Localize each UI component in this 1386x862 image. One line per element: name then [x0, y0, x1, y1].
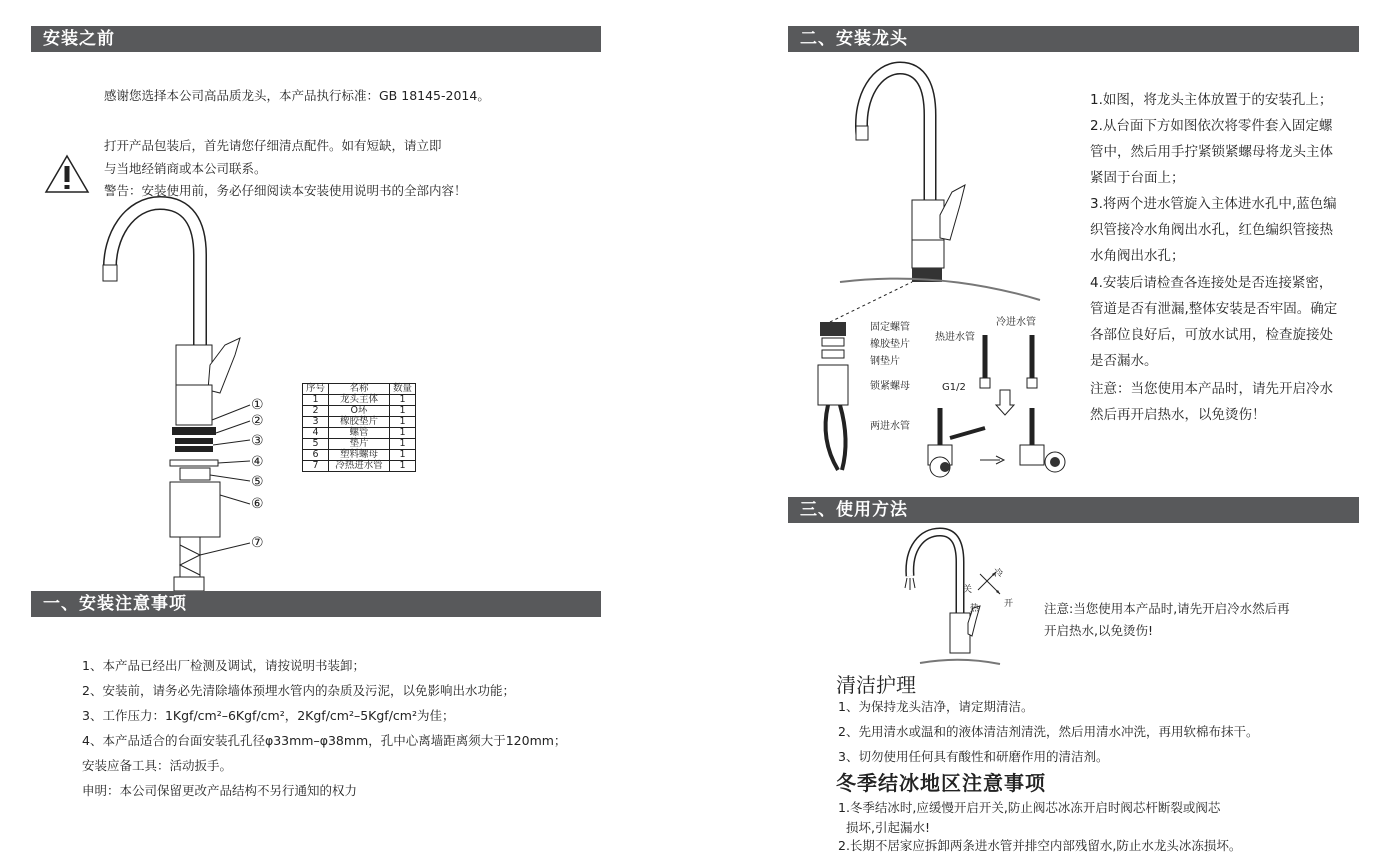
table-row	[303, 428, 416, 439]
label-rubber-gasket: 橡胶垫片	[870, 339, 910, 350]
winter-1a: 1.冬季结冰时,应缓慢开启开关,防止阀芯冰冻开启时阀芯杆断裂或阀芯	[838, 800, 1221, 815]
cell: 冷热进水管	[329, 461, 390, 472]
cell: 塑料螺母	[329, 450, 390, 461]
install-step-3a: 3.将两个进水管旋入主体进水孔中,蓝色编	[1090, 196, 1337, 212]
cell: 6	[303, 450, 329, 461]
cell: 1	[390, 395, 416, 406]
note-disclaimer: 申明：本公司保留更改产品结构不另行通知的权力	[82, 783, 358, 798]
callout-7: ⑦	[251, 535, 264, 551]
table-row	[303, 450, 416, 461]
note-2: 2、安装前，请务必先清除墙体预埋水管内的杂质及污泥，以免影响出水功能；	[82, 683, 515, 698]
usage-label-hot: 热	[970, 604, 980, 614]
warning-triangle-icon	[44, 154, 90, 194]
col-header-no: 序号	[303, 384, 329, 395]
install-step-4a: 4.安装后请检查各连接处是否连接紧密，	[1090, 275, 1333, 291]
cell: 橡胶垫片	[329, 417, 390, 428]
usage-label-open: 开	[1004, 599, 1014, 609]
table-row	[303, 461, 416, 472]
install-caution-2: 然后再开启热水，以免烫伤！	[1090, 407, 1266, 423]
cell: 2	[303, 406, 329, 417]
callout-2: ②	[251, 413, 264, 429]
cell: 1	[390, 461, 416, 472]
cell: 7	[303, 461, 329, 472]
callout-5: ⑤	[251, 474, 264, 490]
check-text-1: 打开产品包装后，首先请您仔细清点配件。如有短缺，请立即	[104, 138, 442, 153]
install-step-2a: 2.从台面下方如图依次将零件套入固定螺	[1090, 118, 1333, 134]
winter-2: 2.长期不居家应拆卸两条进水管并排空内部残留水,防止水龙头冰冻损坏。	[838, 838, 1242, 853]
table-row	[303, 406, 416, 417]
check-text-2: 与当地经销商或本公司联系。	[104, 161, 267, 176]
care-title: 清洁护理	[836, 673, 916, 697]
col-header-name: 名称	[329, 384, 390, 395]
callout-1: ①	[251, 397, 264, 413]
label-hot-inlet: 热进水管	[935, 332, 975, 343]
install-step-4d: 是否漏水。	[1090, 353, 1158, 369]
section-bar-before-install: 安装之前	[31, 26, 601, 52]
note-tools: 安装应备工具：活动扳手。	[82, 758, 233, 773]
cell: 垫片	[329, 439, 390, 450]
install-step-3b: 织管接冷水角阀出水孔，红色编织管接热	[1090, 222, 1333, 238]
cell: 5	[303, 439, 329, 450]
winter-title: 冬季结冰地区注意事项	[836, 771, 1046, 795]
install-diagram	[800, 60, 1090, 490]
section-bar-install-notes: 一、安装注意事项	[31, 591, 601, 617]
cell: O环	[329, 406, 390, 417]
table-row	[303, 439, 416, 450]
cell: 1	[303, 395, 329, 406]
cell: 1	[390, 428, 416, 439]
usage-label-close: 关	[963, 585, 973, 595]
faucet-exploded-diagram	[100, 195, 300, 595]
usage-note-2: 开启热水,以免烫伤!	[1044, 623, 1153, 638]
install-step-1: 1.如图，将龙头主体放置于的安装孔上；	[1090, 92, 1333, 108]
install-step-2b: 管中，然后用手拧紧锁紧螺母将龙头主体	[1090, 144, 1333, 160]
section-bar-usage: 三、使用方法	[788, 497, 1359, 523]
note-3: 3、工作压力：1Kgf/cm²–6Kgf/cm²，2Kgf/cm²–5Kgf/cm²为佳；	[82, 708, 455, 723]
parts-table-header	[303, 384, 416, 395]
label-cold-inlet: 冷进水管	[996, 317, 1036, 328]
label-g12: G1/2	[942, 382, 966, 393]
col-header-qty: 数量	[390, 384, 416, 395]
install-step-3c: 水角阀出水孔；	[1090, 248, 1185, 264]
label-fix-pipe: 固定螺管	[870, 322, 910, 333]
callout-3: ③	[251, 433, 264, 449]
install-step-4b: 管道是否有泄漏,整体安装是否牢固。确定	[1090, 301, 1338, 317]
note-4: 4、本产品适合的台面安装孔孔径φ33mm–φ38mm，孔中心离墙距离须大于120mm；	[82, 733, 567, 748]
care-1: 1、为保持龙头洁净，请定期清洁。	[838, 699, 1034, 714]
cell: 龙头主体	[329, 395, 390, 406]
cell: 1	[390, 417, 416, 428]
cell: 1	[390, 439, 416, 450]
section-bar-install-faucet: 二、安装龙头	[788, 26, 1359, 52]
cell: 1	[390, 450, 416, 461]
callout-6: ⑥	[251, 496, 264, 512]
table-row	[303, 395, 416, 406]
usage-note-1: 注意:当您使用本产品时,请先开启冷水然后再	[1044, 601, 1290, 616]
parts-table	[302, 383, 416, 472]
usage-label-cold: 冷	[994, 569, 1004, 579]
care-2: 2、先用清水或温和的液体清洁剂清洗，然后用清水冲洗，再用软棉布抹干。	[838, 724, 1259, 739]
cell: 1	[390, 406, 416, 417]
care-3: 3、切勿使用任何具有酸性和研磨作用的清洁剂。	[838, 749, 1109, 764]
winter-1b: 损坏,引起漏水!	[846, 820, 930, 835]
label-lock-nut: 锁紧螺母	[870, 381, 910, 392]
label-two-pipes: 两进水管	[870, 421, 910, 432]
note-1: 1、本产品已经出厂检测及调试，请按说明书装卸；	[82, 658, 365, 673]
cell: 3	[303, 417, 329, 428]
install-caution-1: 注意：当您使用本产品时，请先开启冷水	[1090, 381, 1333, 397]
callout-4: ④	[251, 454, 264, 470]
table-row	[303, 417, 416, 428]
intro-text: 感谢您选择本公司高品质龙头，本产品执行标准：GB 18145-2014。	[104, 88, 490, 103]
warning-text: 警告：安装使用前，务必仔细阅读本安装使用说明书的全部内容！	[104, 183, 467, 198]
cell: 4	[303, 428, 329, 439]
label-steel-gasket: 钢垫片	[870, 356, 900, 367]
install-step-4c: 各部位良好后，可放水试用，检查旋接处	[1090, 327, 1333, 343]
cell: 螺管	[329, 428, 390, 439]
install-step-2c: 紧固于台面上；	[1090, 170, 1185, 186]
usage-faucet-diagram	[900, 528, 1040, 668]
